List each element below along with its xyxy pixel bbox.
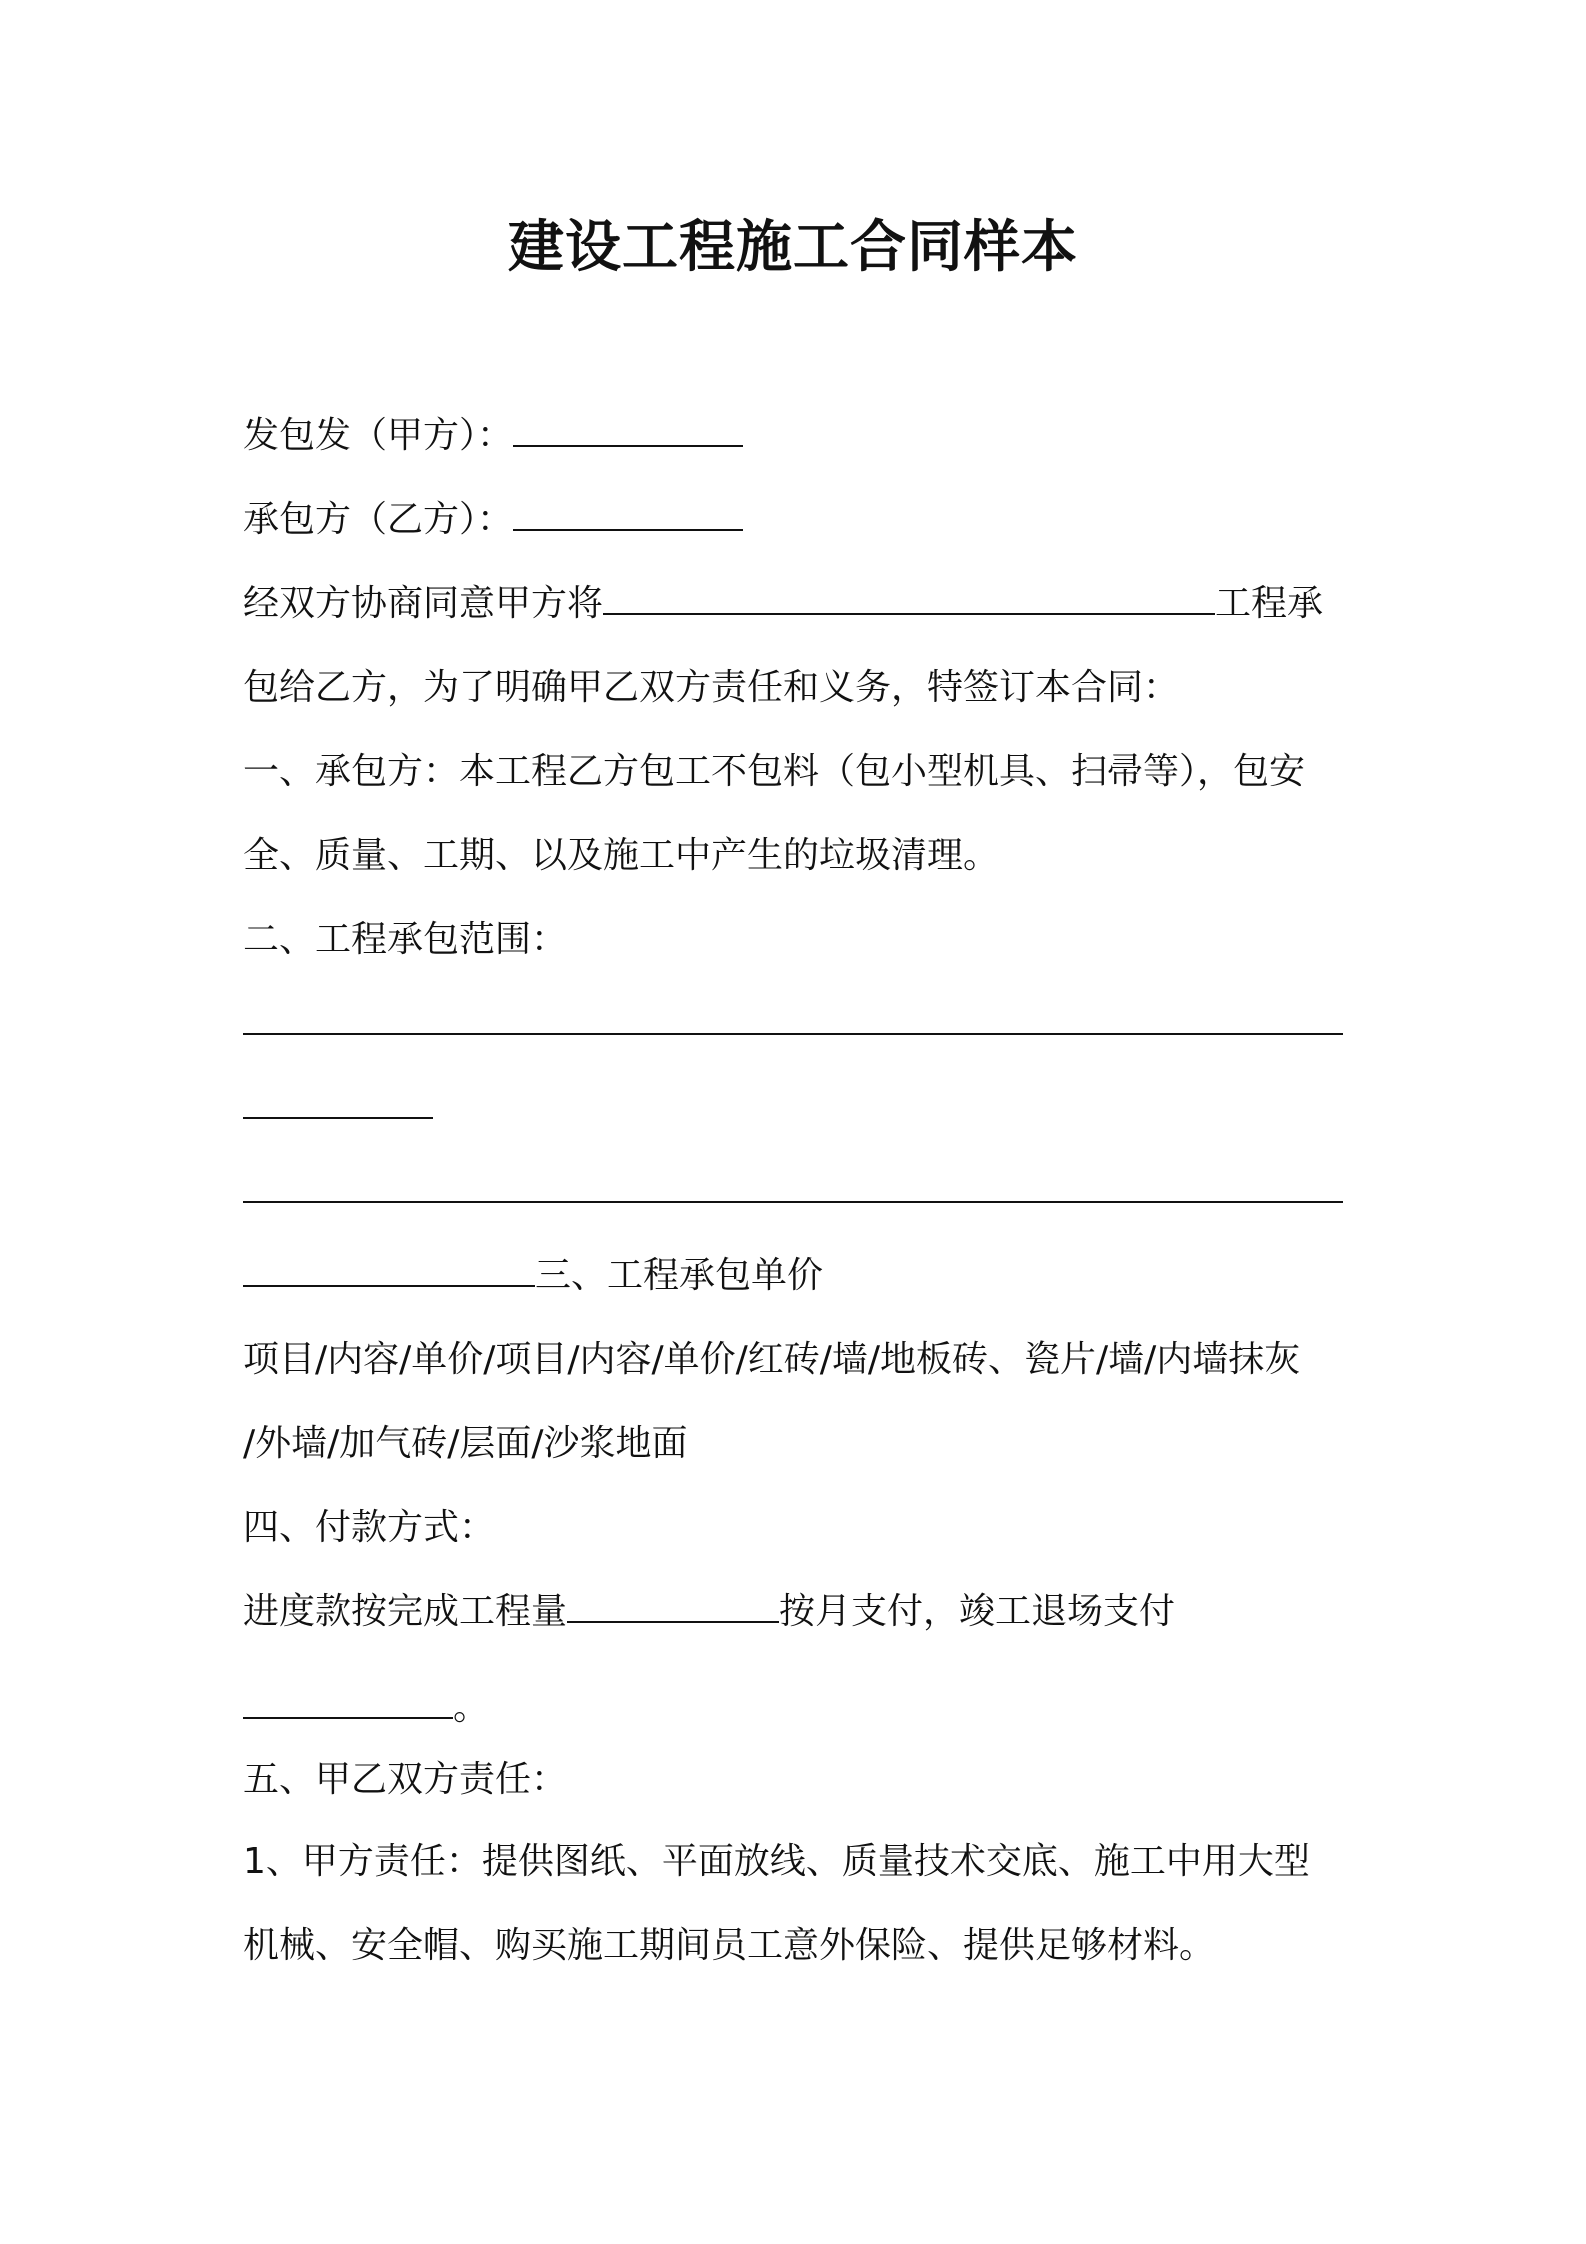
progress-payment-line — [243, 1588, 1353, 1636]
document-title: 建设工程施工合同样本 — [508, 215, 1078, 280]
party-b-blank — [513, 497, 743, 531]
project-name-blank — [603, 581, 1215, 615]
section1-line-2: 全、质量、工期、以及施工中产生的垃圾清理。 — [243, 835, 1000, 876]
unit-price-items-line-1: 项目/内容/单价/项目/内容/单价/红砖/墙/地板砖、瓷片/墙/内墙抹灰 — [243, 1339, 1301, 1380]
scope-blank-line-1 — [243, 1000, 1353, 1048]
section5-heading: 五、甲乙双方责任： — [243, 1759, 568, 1800]
scope-blank-1 — [243, 1001, 1343, 1035]
party-a-label: 发包发（甲方）： — [243, 415, 514, 456]
scope-blank-line-3 — [243, 1168, 1353, 1216]
final-payment-blank — [243, 1685, 453, 1719]
party-a-blank — [513, 413, 743, 447]
section3-heading: 三、工程承包单价 — [535, 1255, 824, 1296]
unit-price-items-line-2: /外墙/加气砖/层面/沙浆地面 — [243, 1423, 688, 1464]
intro-text-after: 工程承 — [1215, 583, 1324, 624]
scope-blank-line-2 — [243, 1084, 1353, 1132]
section2-heading: 二、工程承包范围： — [243, 919, 568, 960]
scope-blank-2 — [243, 1085, 433, 1119]
scope-blank-4 — [243, 1253, 535, 1287]
party-b-line — [243, 496, 1353, 544]
intro-text-before: 经双方协商同意甲方将 — [243, 583, 604, 624]
intro-line-2: 包给乙方，为了明确甲乙双方责任和义务，特签订本合同： — [243, 667, 1180, 708]
final-payment-line — [243, 1684, 1353, 1732]
progress-text-after: 按月支付，竣工退场支付 — [779, 1591, 1176, 1632]
party-a-duty-line-2: 机械、安全帽、购买施工期间员工意外保险、提供足够材料。 — [243, 1925, 1216, 1966]
section1-line-1: 一、承包方：本工程乙方包工不包料（包小型机具、扫帚等），包安 — [243, 751, 1306, 792]
progress-blank — [567, 1589, 779, 1623]
scope-blank-3 — [243, 1169, 1343, 1203]
section3-heading-line — [243, 1252, 1353, 1300]
party-b-label: 承包方（乙方）： — [243, 499, 514, 540]
party-a-line — [243, 412, 1353, 460]
intro-line-1 — [243, 580, 1353, 628]
final-payment-end: 。 — [453, 1687, 490, 1728]
progress-text-before: 进度款按完成工程量 — [243, 1591, 568, 1632]
section4-heading: 四、付款方式： — [243, 1507, 496, 1548]
party-a-duty-line-1: 1、甲方责任：提供图纸、平面放线、质量技术交底、施工中用大型 — [243, 1841, 1310, 1882]
